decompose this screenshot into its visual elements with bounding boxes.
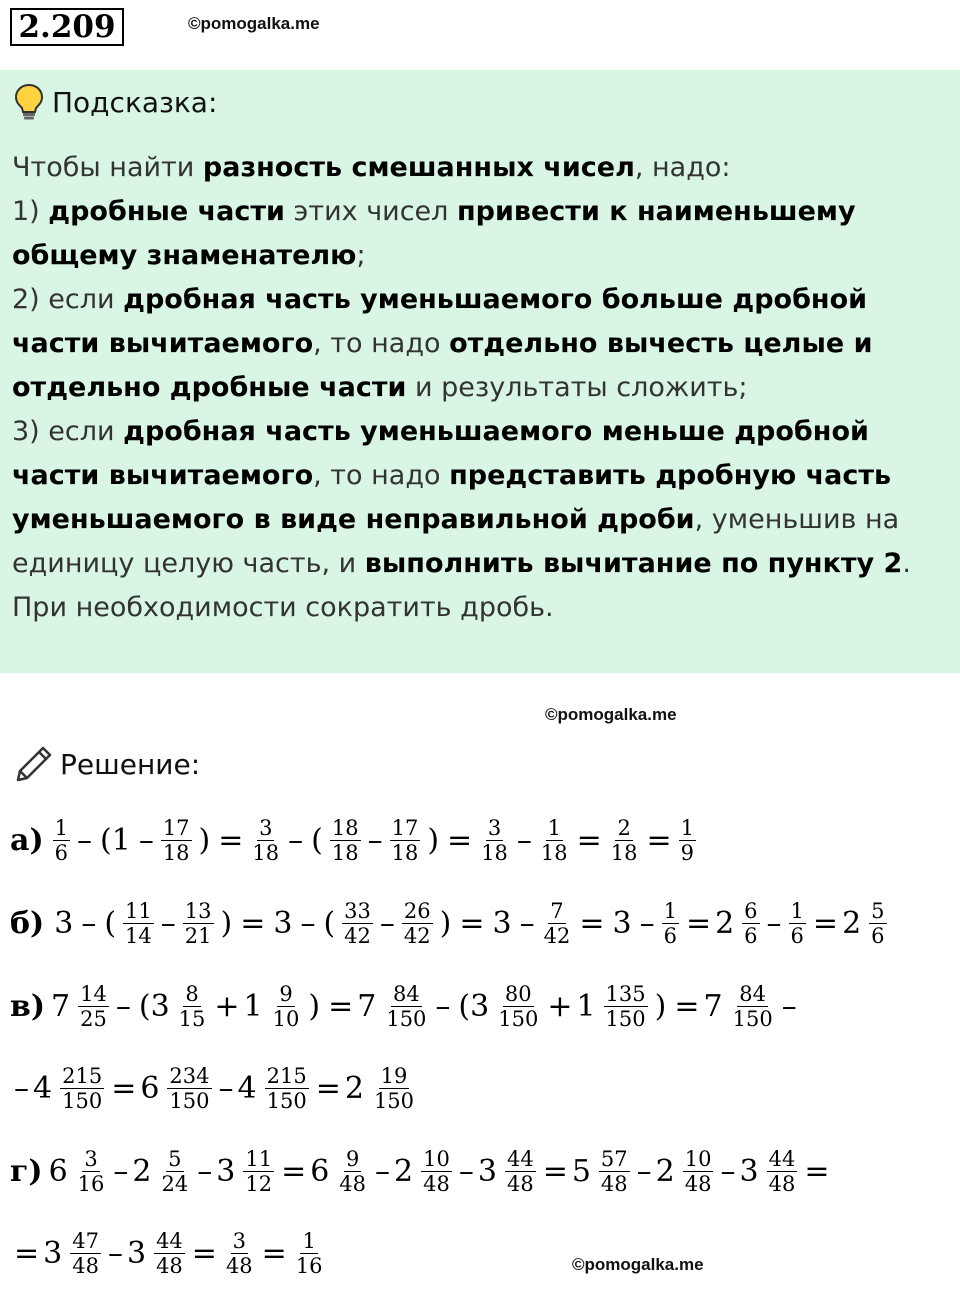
- denominator: 18: [162, 840, 190, 865]
- math-symbol: –: [375, 1153, 391, 1189]
- mixed-number: [238, 1064, 312, 1113]
- math-symbol: =: [576, 822, 602, 858]
- math-symbol: (3: [138, 988, 170, 1024]
- math-symbol: =: [240, 905, 266, 941]
- fraction-body: [337, 1147, 368, 1196]
- math-symbol: (: [104, 905, 117, 941]
- whole-part: 1: [576, 988, 596, 1024]
- numerator: 33: [344, 898, 371, 923]
- solution-line-v-cont: [10, 1053, 419, 1123]
- numerator: 84: [393, 981, 420, 1006]
- denominator: 150: [386, 1006, 427, 1031]
- math-symbol: –: [766, 905, 782, 941]
- math-symbol: (1: [100, 822, 131, 858]
- denominator: 18: [391, 840, 419, 865]
- hint-text-segment: .: [902, 548, 911, 579]
- numerator: 10: [684, 1146, 712, 1171]
- math-symbol: =: [646, 822, 672, 858]
- lightbulb-icon: [14, 83, 44, 121]
- math-symbol: =: [804, 1153, 830, 1189]
- fraction-body: [679, 816, 696, 865]
- hint-text-segment: ;: [356, 240, 366, 271]
- math-symbol: 3: [492, 905, 512, 941]
- denominator: 42: [403, 923, 431, 948]
- hint-text-segment: 2) если: [12, 284, 124, 315]
- item-label: в): [10, 988, 46, 1024]
- numerator: 3: [84, 1146, 98, 1171]
- mixed-number: [656, 1147, 717, 1196]
- fraction-body: [402, 899, 433, 948]
- mixed-number: [216, 1147, 277, 1196]
- hint-text-segment: , надо:: [634, 152, 731, 183]
- numerator: 80: [504, 981, 532, 1006]
- fraction: [339, 899, 376, 948]
- math-symbol: ): [198, 822, 211, 858]
- denominator: 48: [600, 1171, 628, 1196]
- numerator: 1: [663, 898, 677, 923]
- fraction-body: [683, 1147, 714, 1196]
- denominator: 18: [481, 840, 508, 865]
- fraction-body: [662, 899, 679, 948]
- denominator: 150: [169, 1088, 210, 1113]
- math-symbol: (: [311, 822, 323, 858]
- whole-part: 7: [703, 988, 723, 1024]
- pencil-icon: [14, 744, 54, 784]
- math-symbol: =: [191, 1235, 217, 1271]
- fraction-body: [505, 1147, 536, 1196]
- denominator: 48: [156, 1253, 183, 1278]
- math-symbol: –: [367, 822, 383, 858]
- mixed-number: [572, 1147, 633, 1196]
- mixed-number: [51, 982, 112, 1031]
- item-label: а): [10, 822, 44, 858]
- numerator: 7: [550, 898, 564, 923]
- solution-title: Решение:: [60, 747, 201, 781]
- numerator: 5: [871, 898, 885, 923]
- watermark: ©pomogalka.me: [188, 14, 320, 33]
- denominator: 25: [80, 1006, 107, 1031]
- numerator: 44: [506, 1146, 534, 1171]
- denominator: 48: [225, 1253, 253, 1278]
- denominator: 6: [663, 923, 677, 948]
- fraction: [539, 899, 576, 948]
- math-symbol: 3: [273, 905, 293, 941]
- denominator: 6: [790, 923, 804, 948]
- fraction-body: [76, 1147, 107, 1196]
- fraction: [174, 982, 211, 1031]
- fraction: [327, 816, 364, 865]
- whole-part: 3: [126, 1235, 147, 1271]
- whole-part: 5: [571, 1153, 591, 1189]
- math-symbol: –: [300, 905, 316, 941]
- denominator: 150: [266, 1088, 307, 1113]
- numerator: 44: [768, 1146, 796, 1171]
- denominator: 18: [610, 840, 638, 865]
- numerator: 84: [739, 981, 766, 1006]
- math-symbol: –: [435, 988, 451, 1024]
- fraction: [659, 899, 682, 948]
- denominator: 18: [252, 840, 280, 865]
- math-symbol: +: [547, 988, 573, 1024]
- denominator: 48: [423, 1171, 450, 1196]
- math-symbol: ): [308, 988, 321, 1024]
- numerator: 26: [403, 898, 431, 923]
- fraction-body: [154, 1229, 185, 1278]
- numerator: 1: [680, 815, 695, 840]
- fraction-body: [160, 1147, 191, 1196]
- whole-part: 7: [357, 988, 377, 1024]
- mixed-number: [140, 1064, 214, 1113]
- whole-part: 2: [344, 1070, 364, 1106]
- math-symbol: =: [447, 822, 473, 858]
- whole-part: 3: [739, 1153, 759, 1189]
- fraction-body: [372, 1064, 416, 1113]
- math-symbol: =: [459, 905, 485, 941]
- math-symbol: –: [77, 822, 93, 858]
- numerator: 47: [72, 1228, 99, 1253]
- mixed-number: [704, 982, 778, 1031]
- fraction-body: [609, 816, 640, 865]
- whole-part: 3: [216, 1153, 236, 1189]
- denominator: 10: [272, 1006, 300, 1031]
- numerator: 11: [245, 1146, 273, 1171]
- fraction-body: [599, 1147, 630, 1196]
- numerator: 19: [380, 1063, 408, 1088]
- math-symbol: (: [323, 905, 336, 941]
- numerator: 1: [547, 815, 561, 840]
- fraction: [676, 816, 699, 865]
- fraction-body: [742, 899, 759, 948]
- math-symbol: +: [214, 988, 240, 1024]
- mixed-number: [478, 1147, 539, 1196]
- mixed-number: [739, 1147, 800, 1196]
- fraction: [786, 899, 809, 948]
- math-symbol: –: [107, 1235, 123, 1271]
- denominator: 6: [744, 923, 758, 948]
- fraction-body: [78, 982, 109, 1031]
- solution-line-b: [10, 888, 890, 958]
- denominator: 12: [245, 1171, 273, 1196]
- hint-text-segment: , уменьшив на единицу целую часть, и: [12, 504, 900, 579]
- solution-line-g: [10, 1136, 833, 1206]
- numerator: 11: [125, 898, 152, 923]
- whole-part: 6: [310, 1153, 330, 1189]
- denominator: 150: [605, 1006, 646, 1031]
- denominator: 48: [684, 1171, 712, 1196]
- whole-part: 3: [477, 1153, 497, 1189]
- math-symbol: –: [458, 1153, 474, 1189]
- fraction-body: [265, 1064, 309, 1113]
- denominator: 6: [54, 840, 69, 865]
- fraction: [399, 899, 436, 948]
- mixed-number: [394, 1147, 455, 1196]
- math-symbol: –: [636, 1153, 652, 1189]
- whole-part: 2: [842, 905, 862, 941]
- numerator: 3: [259, 815, 273, 840]
- fraction-body: [60, 1064, 104, 1113]
- math-symbol: ): [220, 905, 233, 941]
- numerator: 9: [279, 981, 293, 1006]
- fraction: [291, 1229, 328, 1278]
- denominator: 14: [125, 923, 152, 948]
- numerator: 18: [331, 815, 359, 840]
- numerator: 1: [790, 898, 804, 923]
- denominator: 21: [184, 923, 212, 948]
- numerator: 13: [184, 898, 212, 923]
- mixed-number: [49, 1147, 110, 1196]
- mixed-number: [43, 1229, 104, 1278]
- fraction-body: [542, 899, 573, 948]
- fraction: [606, 816, 643, 865]
- fraction-body: [224, 1229, 255, 1278]
- fraction-body: [342, 899, 373, 948]
- solution-line-g-cont: [10, 1218, 328, 1288]
- item-label: г): [10, 1153, 43, 1189]
- solution-line-a: [10, 805, 699, 875]
- denominator: 18: [540, 840, 568, 865]
- math-symbol: –: [516, 822, 532, 858]
- fraction-body: [330, 816, 361, 865]
- hint-bold-text: дробная часть уменьшаемого меньше дробной части вычитаемого: [12, 416, 869, 491]
- whole-part: 2: [394, 1153, 414, 1189]
- hint-text-segment: и результаты сложить;: [406, 372, 748, 403]
- hint-bold-text: дробная часть уменьшаемого больше дробной части вычитаемого: [12, 284, 868, 359]
- denominator: 16: [77, 1171, 105, 1196]
- math-symbol: 3: [54, 905, 74, 941]
- fraction-body: [53, 816, 70, 865]
- whole-part: 7: [51, 988, 71, 1024]
- hint-text-segment: 1): [12, 196, 49, 227]
- mixed-number: [127, 1229, 188, 1278]
- denominator: 24: [161, 1171, 189, 1196]
- fraction-body: [869, 899, 886, 948]
- fraction: [120, 899, 157, 948]
- hint-bold-text: разность смешанных чисел: [202, 152, 635, 183]
- math-symbol: =: [542, 1153, 568, 1189]
- whole-part: 2: [715, 905, 735, 941]
- hint-text-segment: При необходимости сократить дробь.: [12, 592, 554, 623]
- math-symbol: =: [261, 1235, 287, 1271]
- watermark: ©pomogalka.me: [572, 1255, 704, 1274]
- fraction-body: [183, 899, 214, 948]
- numerator: 2: [617, 815, 631, 840]
- hint-bold-text: выполнить вычитание по пункту 2: [364, 548, 903, 579]
- fraction-body: [384, 982, 428, 1031]
- math-symbol: –: [288, 822, 304, 858]
- denominator: 18: [331, 840, 359, 865]
- numerator: 57: [600, 1146, 628, 1171]
- denominator: 15: [178, 1006, 206, 1031]
- math-symbol: =: [315, 1070, 341, 1106]
- numerator: 234: [169, 1063, 210, 1088]
- hint-text-segment: 3) если: [12, 416, 124, 447]
- mixed-number: [842, 899, 889, 948]
- mixed-number: [244, 982, 305, 1031]
- math-symbol: =: [579, 905, 605, 941]
- math-symbol: –: [81, 905, 97, 941]
- whole-part: 4: [237, 1070, 257, 1106]
- fraction-body: [250, 816, 281, 865]
- math-symbol: –: [519, 905, 535, 941]
- fraction-body: [271, 982, 302, 1031]
- math-symbol: –: [639, 905, 655, 941]
- fraction-body: [789, 899, 806, 948]
- math-symbol: –: [160, 905, 176, 941]
- denominator: 150: [498, 1006, 539, 1031]
- fraction-body: [421, 1147, 452, 1196]
- math-symbol: =: [674, 988, 700, 1024]
- fraction: [50, 816, 73, 865]
- math-symbol: (3: [458, 988, 490, 1024]
- math-symbol: ): [439, 905, 452, 941]
- fraction: [221, 1229, 258, 1278]
- fraction: [387, 816, 424, 865]
- numerator: 8: [185, 981, 199, 1006]
- fraction-body: [177, 982, 208, 1031]
- fraction-body: [167, 1064, 211, 1113]
- denominator: 150: [732, 1006, 773, 1031]
- math-symbol: 3: [612, 905, 632, 941]
- whole-part: 3: [43, 1235, 63, 1271]
- fraction-body: [604, 982, 648, 1031]
- numerator: 135: [605, 981, 646, 1006]
- whole-part: 6: [140, 1070, 160, 1106]
- mixed-number: [345, 1064, 419, 1113]
- denominator: 6: [871, 923, 885, 948]
- math-symbol: =: [281, 1153, 307, 1189]
- hint-bold-text: дробные части: [48, 196, 285, 227]
- numerator: 6: [744, 898, 758, 923]
- math-symbol: =: [812, 905, 839, 941]
- hint-text-segment: , то надо: [313, 460, 450, 491]
- math-symbol: –: [781, 988, 797, 1024]
- numerator: 1: [54, 815, 69, 840]
- math-symbol: –: [138, 822, 154, 858]
- math-symbol: =: [14, 1235, 40, 1271]
- hint-text-segment: этих чисел: [284, 196, 457, 227]
- fraction-body: [390, 816, 421, 865]
- denominator: 150: [62, 1088, 103, 1113]
- numerator: 44: [156, 1228, 183, 1253]
- whole-part: 6: [48, 1153, 68, 1189]
- hint-bold-text: представить дробную часть уменьшаемого в виде неправильной дроби: [12, 460, 892, 535]
- fraction: [180, 899, 217, 948]
- math-symbol: =: [685, 905, 712, 941]
- hint-header: [14, 82, 217, 122]
- math-symbol: –: [197, 1153, 213, 1189]
- denominator: 48: [506, 1171, 534, 1196]
- hint-bold-text: привести к наименьшему общему знаменателю: [12, 196, 856, 271]
- denominator: 48: [768, 1171, 796, 1196]
- math-symbol: =: [328, 988, 354, 1024]
- hint-title: Подсказка:: [52, 85, 218, 119]
- denominator: 48: [72, 1253, 99, 1278]
- denominator: 16: [295, 1253, 323, 1278]
- math-symbol: =: [218, 822, 244, 858]
- mixed-number: [357, 982, 431, 1031]
- denominator: 150: [373, 1088, 415, 1113]
- item-label: б): [10, 905, 45, 941]
- fraction-body: [496, 982, 540, 1031]
- whole-part: 2: [655, 1153, 675, 1189]
- math-symbol: ): [427, 822, 440, 858]
- hint-text-segment: Чтобы найти: [12, 152, 203, 183]
- numerator: 9: [345, 1146, 360, 1171]
- numerator: 215: [266, 1063, 307, 1088]
- solution-header: [14, 742, 200, 786]
- math-symbol: –: [14, 1070, 29, 1106]
- denominator: 42: [344, 923, 371, 948]
- whole-part: 1: [243, 988, 263, 1024]
- whole-part: 2: [132, 1153, 152, 1189]
- fraction-body: [539, 816, 570, 865]
- fraction: [247, 816, 284, 865]
- numerator: 215: [62, 1063, 103, 1088]
- mixed-number: [576, 982, 650, 1031]
- fraction: [158, 816, 195, 865]
- numerator: 3: [487, 815, 502, 840]
- numerator: 3: [232, 1228, 246, 1253]
- numerator: 10: [423, 1146, 450, 1171]
- fraction-body: [70, 1229, 101, 1278]
- hint-text: [12, 146, 952, 630]
- fraction: [536, 816, 573, 865]
- fraction-body: [479, 816, 510, 865]
- problem-number: 2.209: [10, 8, 124, 46]
- fraction: [476, 816, 513, 865]
- math-symbol: –: [115, 988, 131, 1024]
- fraction-body: [161, 816, 192, 865]
- whole-part: 4: [33, 1070, 53, 1106]
- fraction-body: [243, 1147, 274, 1196]
- denominator: 42: [543, 923, 571, 948]
- fraction-body: [294, 1229, 325, 1278]
- solution-line-v: [10, 971, 801, 1041]
- numerator: 14: [80, 981, 107, 1006]
- math-symbol: ): [654, 988, 667, 1024]
- numerator: 1: [302, 1228, 316, 1253]
- math-symbol: =: [111, 1070, 137, 1106]
- mixed-number: [132, 1147, 193, 1196]
- numerator: 17: [162, 815, 190, 840]
- fraction-body: [767, 1147, 798, 1196]
- math-symbol: –: [218, 1070, 234, 1106]
- numerator: 17: [391, 815, 419, 840]
- watermark: ©pomogalka.me: [545, 705, 677, 724]
- fraction: [493, 982, 543, 1031]
- denominator: 48: [339, 1171, 367, 1196]
- math-symbol: –: [379, 905, 395, 941]
- hint-bold-text: отдельно вычесть целые и отдельно дробные части: [12, 328, 873, 403]
- fraction-body: [123, 899, 154, 948]
- mixed-number: [310, 1147, 371, 1196]
- numerator: 5: [168, 1146, 182, 1171]
- denominator: 9: [680, 840, 695, 865]
- math-symbol: –: [720, 1153, 736, 1189]
- mixed-number: [33, 1064, 107, 1113]
- mixed-number: [715, 899, 762, 948]
- math-symbol: –: [113, 1153, 129, 1189]
- fraction-body: [731, 982, 775, 1031]
- hint-text-segment: , то надо: [313, 328, 450, 359]
